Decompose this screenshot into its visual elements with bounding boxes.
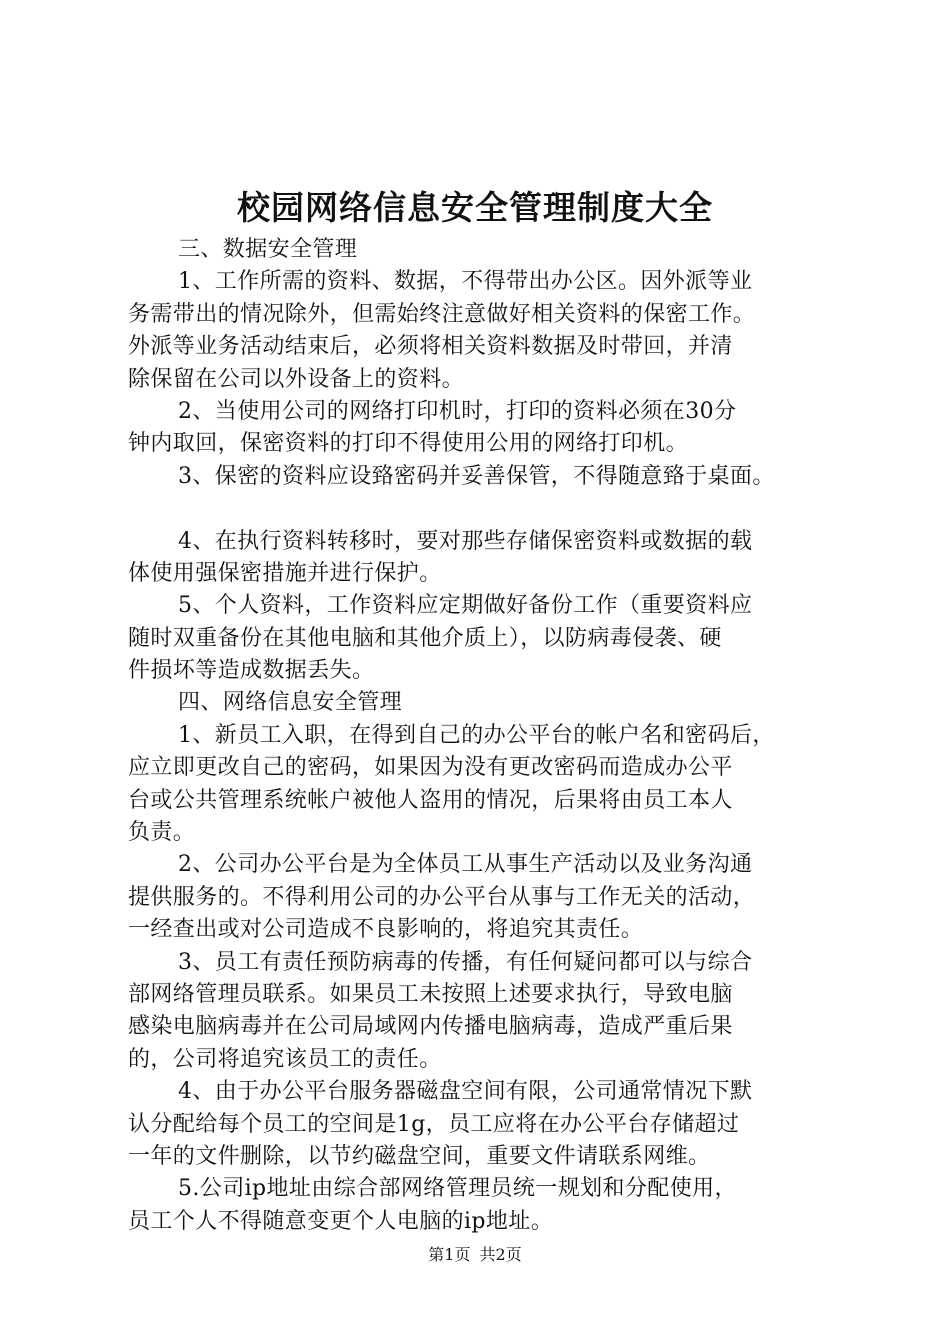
paragraph-line: 务需带出的情况除外，但需始终注意做好相关资料的保密工作。 [128,301,756,327]
paragraph-line: 感染电脑病毒并在公司局域网内传播电脑病毒，造成严重后果 [128,1014,733,1040]
paragraph-line: 四、网络信息安全管理 [178,690,403,716]
paragraph-line: 钟内取回，保密资料的打印不得使用公用的网络打印机。 [128,431,689,457]
paragraph-line: 部网络管理员联系。如果员工未按照上述要求执行，导致电脑 [128,981,733,1007]
paragraph-line: 3、保密的资料应设臵密码并妥善保管，不得随意臵于桌面。 [178,463,775,489]
paragraph-line: 除保留在公司以外设备上的资料。 [128,366,465,392]
paragraph-line: 4、在执行资料转移时，要对那些存储保密资料或数据的载 [178,528,753,554]
paragraph-line: 一年的文件删除，以节约磁盘空间，重要文件请联系网维。 [128,1143,711,1169]
paragraph-line: 体使用强保密措施并进行保护。 [128,560,442,586]
paragraph-line: 负责。 [128,820,196,846]
paragraph-line: 三、数据安全管理 [178,237,358,262]
page-footer [0,1243,950,1267]
document-title: 校园网络信息安全管理制度大全 [237,188,713,227]
paragraph-line: 2、公司办公平台是为全体员工从事生产活动以及业务沟通 [178,852,753,878]
paragraph-line: 台或公共管理系统帐户被他人盗用的情况，后果将由员工本人 [128,787,733,813]
paragraph-line: 3、员工有责任预防病毒的传播，有任何疑问都可以与综合 [178,949,753,975]
document-body [128,234,838,1238]
paragraph-line: 外派等业务活动结束后，必须将相关资料数据及时带回，并清 [128,334,733,360]
blank-line [128,493,838,525]
paragraph-line: 4、由于办公平台服务器磁盘空间有限，公司通常情况下默 [178,1079,753,1105]
paragraph-line: 1、新员工入职，在得到自己的办公平台的帐户名和密码后， [178,722,775,748]
paragraph-line: 5.公司ip地址由综合部网络管理员统一规划和分配使用， [178,1176,737,1202]
paragraph-line: 随时双重备份在其他电脑和其他介质上），以防病毒侵袭、硬 [128,625,722,651]
paragraph-line: 2、当使用公司的网络打印机时，打印的资料必须在30分 [178,398,737,424]
paragraph-line: 5、个人资料，工作资料应定期做好备份工作（重要资料应 [178,593,753,619]
paragraph-line: 认分配给每个员工的空间是1g，员工应将在办公平台存储超过 [128,1111,740,1137]
paragraph-line: 员工个人不得随意变更个人电脑的ip地址。 [128,1208,554,1234]
paragraph-line: 1、工作所需的资料、数据，不得带出办公区。因外派等业 [178,269,753,295]
page-number-current: 第1页 [428,1245,471,1264]
paragraph-line: 的，公司将追究该员工的责任。 [128,1046,442,1072]
paragraph-line: 提供服务的。不得利用公司的办公平台从事与工作无关的活动， [128,884,756,910]
paragraph-line: 应立即更改自己的密码，如果因为没有更改密码而造成办公平 [128,755,733,781]
paragraph-line: 件损坏等造成数据丢失。 [128,658,375,684]
paragraph-line: 一经查出或对公司造成不良影响的，将追究其责任。 [128,917,644,943]
page-number-total: 共2页 [479,1245,522,1264]
